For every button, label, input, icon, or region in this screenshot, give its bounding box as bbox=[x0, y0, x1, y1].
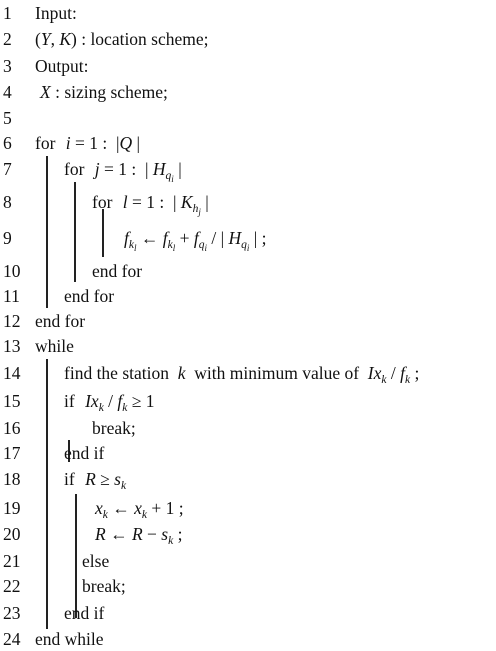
line-number: 22 bbox=[3, 576, 21, 596]
line-number: 2 bbox=[3, 29, 12, 49]
line-content: for j = 1 : | $H_{q_i}$ | bbox=[64, 159, 182, 184]
line-content: if $R \ge s_k$ bbox=[64, 469, 127, 492]
keyword: for bbox=[64, 159, 85, 179]
keyword: end for bbox=[92, 261, 143, 281]
line-content: for l = 1 : | $K_{h_j}$ | bbox=[92, 192, 209, 217]
line-number: 20 bbox=[3, 524, 21, 544]
line-content: $x_k$ ← $x_k + 1$ ; bbox=[95, 498, 184, 521]
line-content: R ← $R - s_k$ ; bbox=[95, 524, 183, 547]
line-content: for i = 1 : |Q | bbox=[35, 133, 141, 153]
line-number: 19 bbox=[3, 498, 21, 518]
line-number: 5 bbox=[3, 108, 12, 128]
keyword: for bbox=[92, 192, 113, 212]
line-content: X : sizing scheme; bbox=[40, 82, 168, 102]
line-number: 8 bbox=[3, 192, 12, 212]
keyword: end if bbox=[64, 443, 105, 463]
keyword: else bbox=[82, 551, 110, 571]
line-number: 16 bbox=[3, 418, 21, 438]
line-number: 14 bbox=[3, 363, 21, 383]
keyword: if bbox=[64, 469, 75, 489]
keyword: Output: bbox=[35, 56, 89, 76]
keyword: end while bbox=[35, 629, 104, 649]
line-number: 12 bbox=[3, 311, 21, 331]
line-number: 11 bbox=[3, 286, 20, 306]
line-number: 10 bbox=[3, 261, 21, 281]
line-number: 23 bbox=[3, 603, 21, 623]
line-number: 13 bbox=[3, 336, 21, 356]
line-number: 21 bbox=[3, 551, 21, 571]
line-number: 18 bbox=[3, 469, 21, 489]
math-token: ( bbox=[35, 29, 41, 49]
keyword: Input: bbox=[35, 3, 77, 23]
line-number: 15 bbox=[3, 391, 21, 411]
line-content: $f_{k_l}$ ← $f_{k_l} + f_{q_i}$ / | $H_{q_i}$ | ; bbox=[124, 228, 267, 253]
block-bar-for-l bbox=[102, 209, 104, 257]
block-bar-for-j bbox=[74, 182, 76, 282]
keyword: break; bbox=[82, 576, 126, 596]
keyword: end for bbox=[35, 311, 86, 331]
keyword: end for bbox=[64, 286, 115, 306]
block-bar-if-r bbox=[75, 494, 77, 618]
block-bar-for-i bbox=[46, 156, 48, 308]
keyword: for bbox=[35, 133, 56, 153]
keyword: while bbox=[35, 336, 74, 356]
line-number: 6 bbox=[3, 133, 12, 153]
keyword: if bbox=[64, 391, 75, 411]
line-number: 7 bbox=[3, 159, 12, 179]
line-number: 4 bbox=[3, 82, 12, 102]
line-content: if $Ix_k / f_k \ge 1$ bbox=[64, 391, 155, 414]
line-number: 3 bbox=[3, 56, 12, 76]
line-number: 17 bbox=[3, 443, 21, 463]
line-number: 1 bbox=[3, 3, 12, 23]
line-content: find the station k with minimum value of $Ix_k / f_k$ ; bbox=[64, 363, 420, 386]
line-number: 24 bbox=[3, 629, 21, 649]
block-bar-while bbox=[46, 359, 48, 629]
line-content: (Y, K) : location scheme; bbox=[35, 29, 209, 49]
keyword: break; bbox=[92, 418, 136, 438]
keyword: end if bbox=[64, 603, 105, 623]
line-number: 9 bbox=[3, 228, 12, 248]
